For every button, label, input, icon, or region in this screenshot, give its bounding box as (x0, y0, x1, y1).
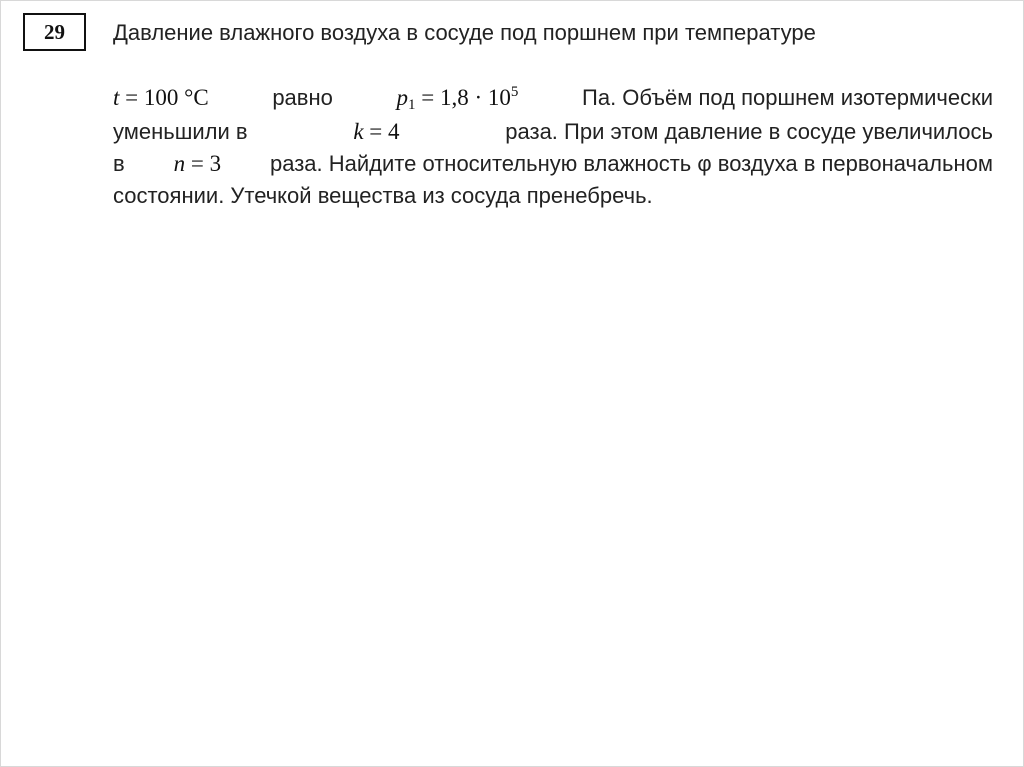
var-n: n (173, 151, 186, 176)
line-3-rest: раза. При этом давление в сосуде увеличилось (505, 119, 993, 144)
t-value: = 100 (125, 85, 179, 110)
p-exponent: 5 (510, 84, 519, 100)
k-value: = 4 (369, 119, 400, 144)
word-ravno: равно (272, 85, 333, 110)
p-subscript: 1 (408, 97, 416, 113)
formula-pressure (397, 85, 519, 111)
problem-line-1: Давление влажного воздуха в сосуде под поршнем при температуре (113, 20, 816, 45)
problem-line-4 (113, 151, 993, 177)
var-t: t (113, 85, 120, 110)
formula-k (353, 119, 399, 145)
var-p: p (396, 85, 408, 110)
n-value: = 3 (190, 151, 222, 176)
line-4-rest: раза. Найдите относительную влажность φ воздуха в первоначальном (269, 151, 993, 176)
formula-temperature (113, 85, 209, 111)
degree-celsius: °С (184, 85, 209, 110)
p-value: = 1,8 · 10 (421, 85, 511, 110)
line-2-rest: Па. Объём под поршнем изотермически (582, 85, 993, 110)
problem-line-2 (113, 85, 993, 111)
problem-line-3 (113, 119, 993, 145)
problem-number-box (23, 13, 86, 51)
problem-number: 29 (44, 19, 65, 44)
formula-n (174, 151, 221, 177)
word-umenshili: уменьшили в (113, 119, 248, 144)
var-k: k (353, 119, 364, 144)
problem-line-5: состоянии. Утечкой вещества из сосуда пренебречь. (113, 183, 653, 208)
word-v: в (113, 151, 125, 176)
